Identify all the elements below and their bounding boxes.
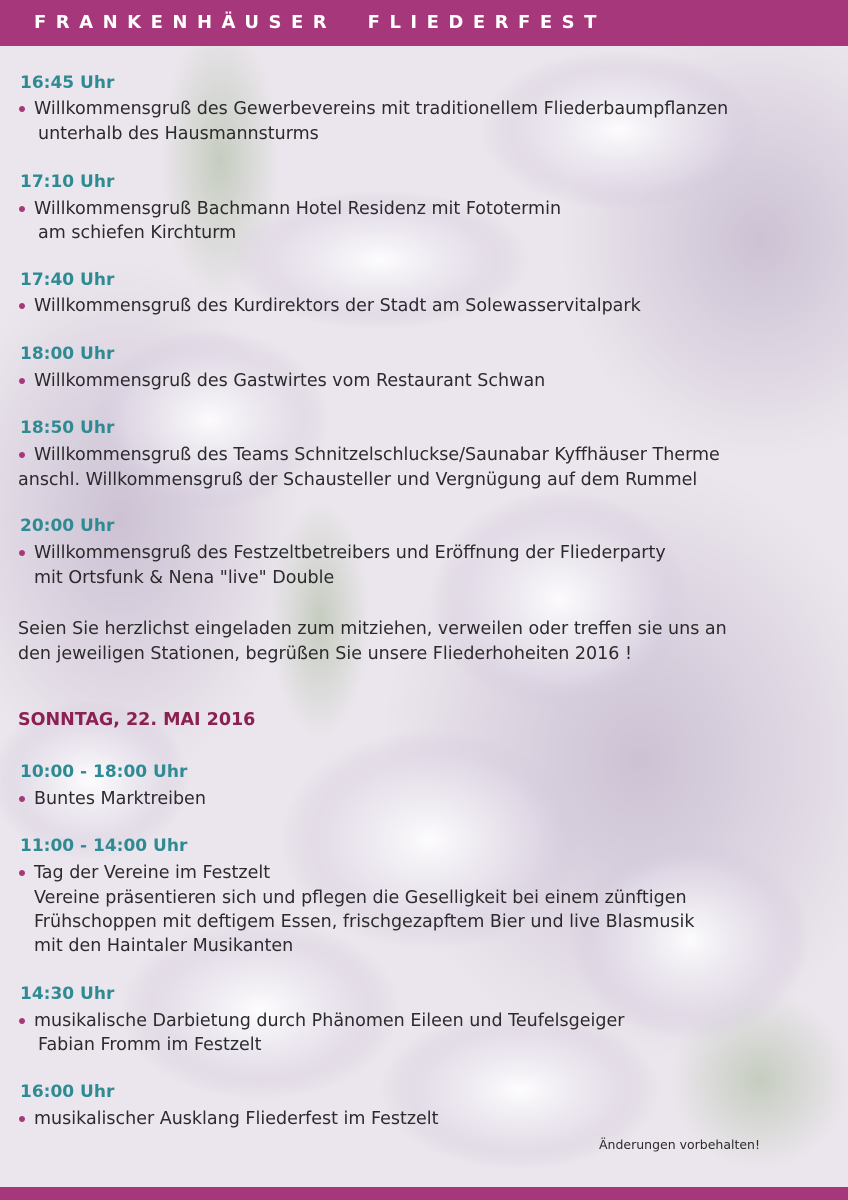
event-description: mit den Haintaler Musikanten [34,936,294,956]
event-description: musikalische Darbietung durch Phänomen Eileen und Teufelsgeiger [34,1011,625,1031]
event-description: unterhalb des Hausmannsturms [38,124,319,144]
bullet-icon [19,206,25,212]
event-description: musikalischer Ausklang Fliederfest im Festzelt [34,1109,439,1129]
event-description: Vereine präsentieren sich und pflegen die Geselligkeit bei einem zünftigen [34,888,687,908]
bullet-icon [19,870,25,876]
invitation-text: den jeweiligen Stationen, begrüßen Sie unsere Fliederhoheiten 2016 ! [18,644,633,664]
event-description: Frühschoppen mit deftigem Essen, frischgezapftem Bier und live Blasmusik [34,912,695,932]
event-time: 17:10 Uhr [20,172,115,192]
footer-bar [0,1187,848,1200]
bullet-icon [19,1018,25,1024]
bullet-icon [19,796,25,802]
event-description: Willkommensgruß des Gewerbevereins mit traditionellem Fliederbaumpflanzen [34,99,729,119]
event-description: Willkommensgruß des Kurdirektors der Stadt am Solewasservitalpark [34,296,641,316]
changes-reserved-note: Änderungen vorbehalten! [599,1137,760,1152]
bullet-icon [19,303,25,309]
event-time: 11:00 - 14:00 Uhr [20,836,188,856]
event-description: am schiefen Kirchturm [38,223,237,243]
event-time: 20:00 Uhr [20,516,115,536]
event-description: Willkommensgruß des Festzeltbetreibers und Eröffnung der Fliederparty [34,543,666,563]
bullet-icon [19,550,25,556]
event-description: Willkommensgruß Bachmann Hotel Residenz mit Fototermin [34,199,562,219]
event-description: Buntes Marktreiben [34,789,206,809]
event-time: 16:45 Uhr [20,73,115,93]
bullet-icon [19,106,25,112]
event-description: Fabian Fromm im Festzelt [38,1035,262,1055]
event-description: Willkommensgruß des Gastwirtes vom Restaurant Schwan [34,371,546,391]
festival-title: FRANKENHÄUSER FLIEDERFEST [34,12,606,33]
event-description: mit Ortsfunk & Nena "live" Double [34,568,335,588]
event-time: 17:40 Uhr [20,270,115,290]
event-description: Tag der Vereine im Festzelt [34,863,271,883]
bullet-icon [19,452,25,458]
event-time: 10:00 - 18:00 Uhr [20,762,188,782]
event-time: 18:00 Uhr [20,344,115,364]
event-time: 16:00 Uhr [20,1082,115,1102]
invitation-text: Seien Sie herzlichst eingeladen zum mitziehen, verweilen oder treffen sie uns an [18,619,727,639]
event-time: 14:30 Uhr [20,984,115,1004]
event-description: anschl. Willkommensgruß der Schausteller und Vergnügung auf dem Rummel [18,470,698,490]
event-time: 18:50 Uhr [20,418,115,438]
event-description: Willkommensgruß des Teams Schnitzelschluckse/Saunabar Kyffhäuser Therme [34,445,720,465]
bullet-icon [19,378,25,384]
bullet-icon [19,1116,25,1122]
sunday-heading: SONNTAG, 22. MAI 2016 [18,710,256,730]
